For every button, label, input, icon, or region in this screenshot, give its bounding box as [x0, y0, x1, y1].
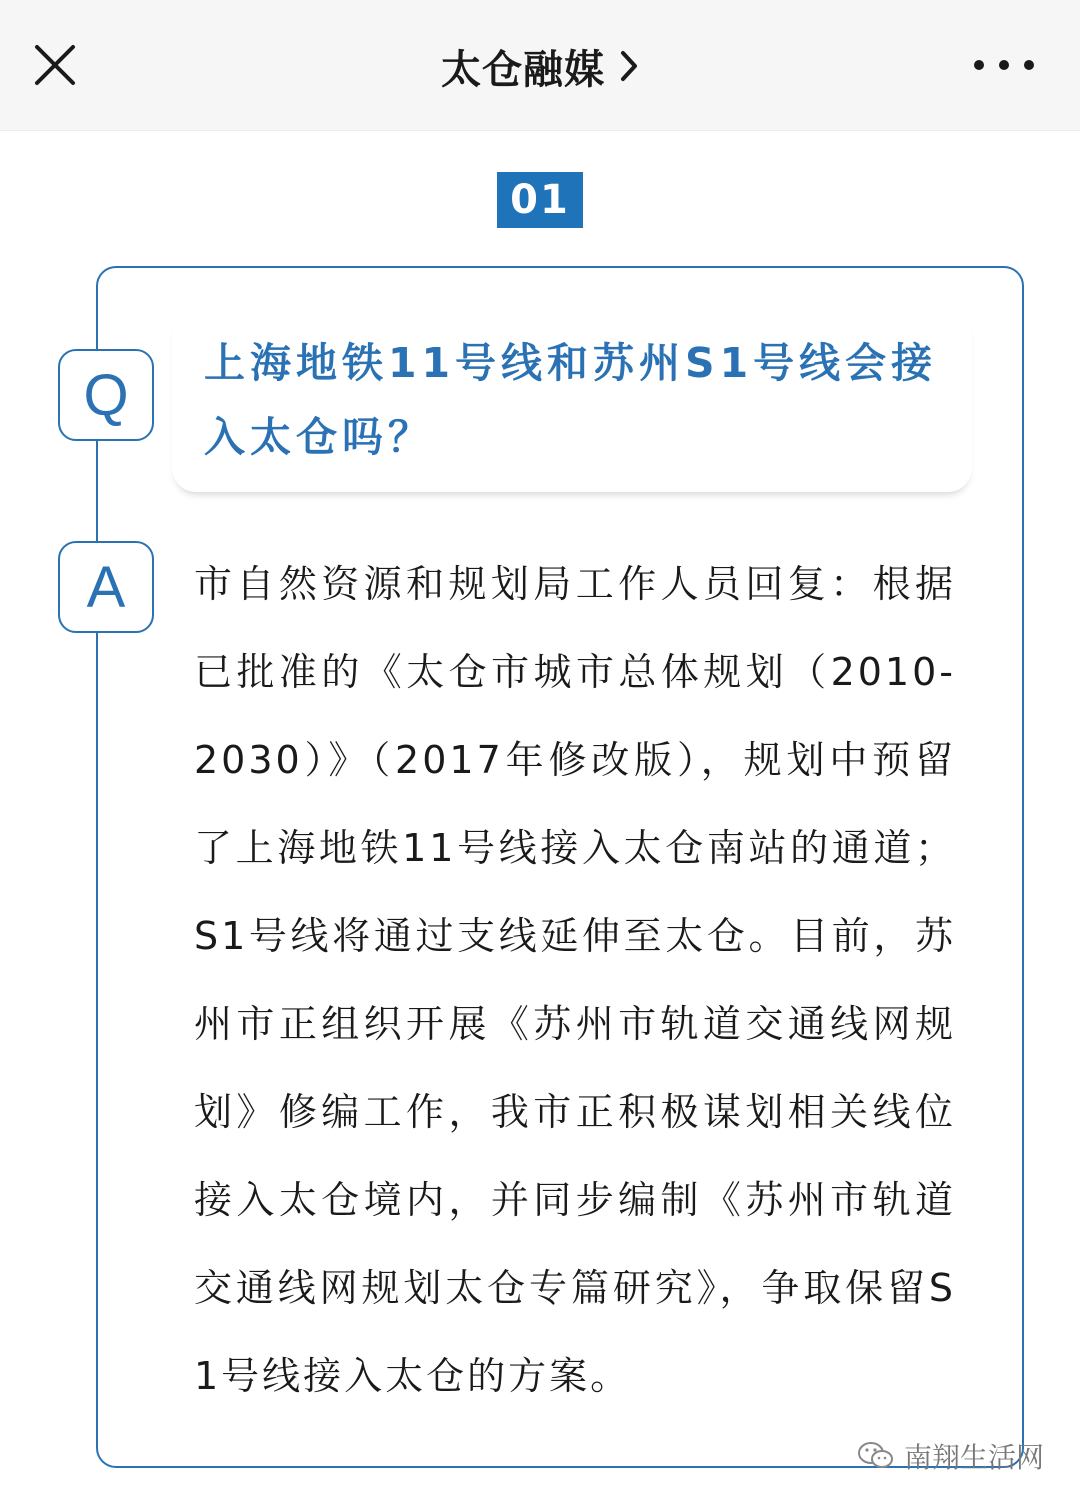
top-bar	[0, 0, 1080, 131]
watermark-text: 南翔生活网	[903, 1441, 1044, 1474]
more-icon-dot	[999, 60, 1009, 70]
more-icon-dot	[974, 60, 984, 70]
watermark	[856, 1436, 1044, 1476]
account-title: 太仓融媒	[441, 46, 605, 93]
account-title-link[interactable]	[0, 36, 1080, 96]
question-label-badge: Q	[58, 349, 154, 441]
question-text: 上海地铁11号线和苏州S1号线会接入太仓吗？	[204, 339, 938, 461]
answer-text: 市自然资源和规划局工作人员回复：根据已批准的《太仓市城市总体规划（2010-2030）》（2017年修改版），规划中预留了上海地铁11号线接入太仓南站的通道；S1号线将通过支线延伸至太仓。目前，苏州市正组织开展《苏州市轨道交通线网规划》修编工作，我市正积极谋划相关线位接入太仓境内，并同步编制《苏州市轨道交通线网规划太仓专篇研究》，争取保留S1号线接入太仓的方案。	[194, 562, 956, 1398]
more-icon-dot	[1024, 60, 1034, 70]
section-number-badge: 01	[497, 172, 583, 228]
chevron-right-icon	[619, 49, 639, 83]
wechat-icon	[856, 1439, 896, 1473]
answer-label-badge: A	[58, 541, 154, 633]
more-button[interactable]	[974, 48, 1034, 82]
